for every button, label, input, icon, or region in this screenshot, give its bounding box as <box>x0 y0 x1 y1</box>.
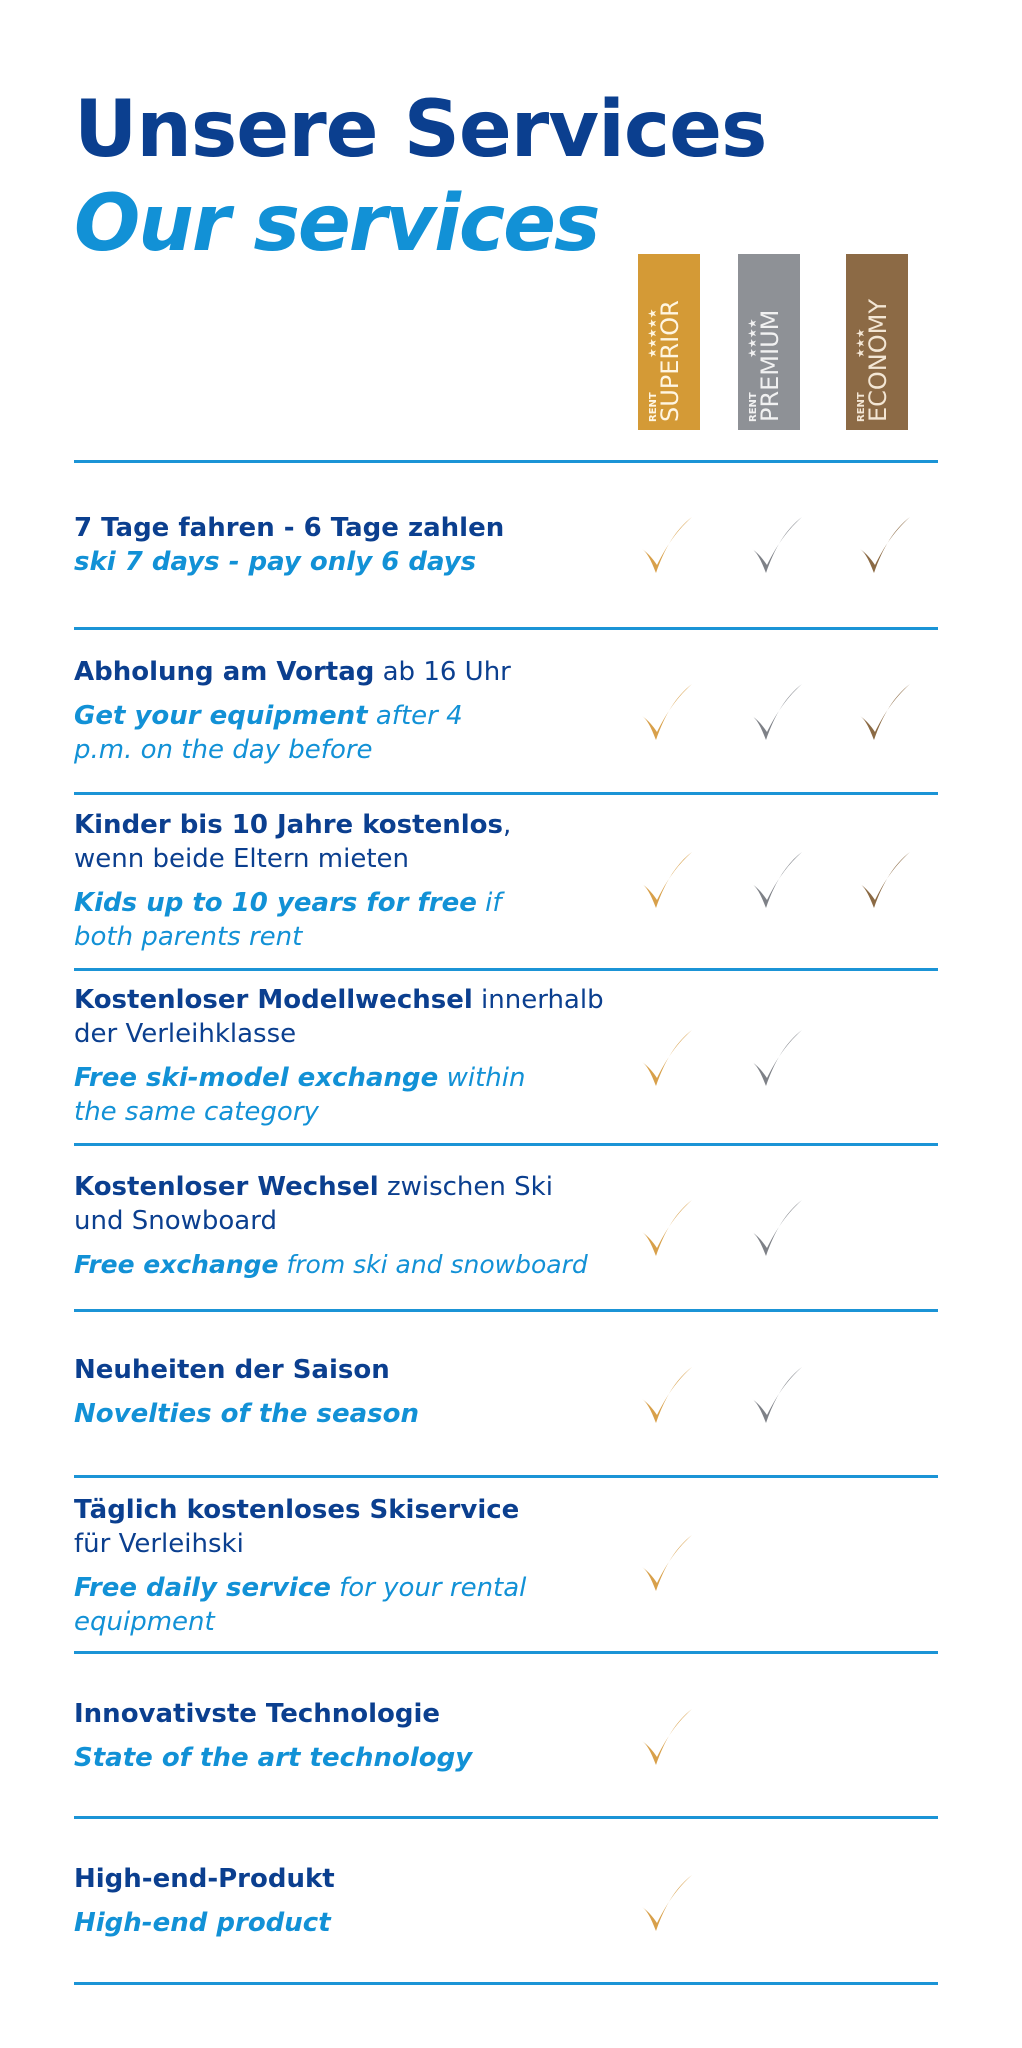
badge-superior <box>638 254 700 430</box>
badge-name: PREMIUM <box>756 309 784 422</box>
check-icon-superior <box>638 513 694 577</box>
service-title-de: 7 Tage fahren - 6 Tage zahlen <box>74 513 505 543</box>
service-title-en: Kids up to 10 years for free if both parents rent <box>74 888 502 952</box>
divider <box>74 968 938 971</box>
badge-rent-label: RENT <box>748 392 759 422</box>
check-icon-premium <box>748 1196 804 1260</box>
service-title-de: High-end-Produkt <box>74 1864 335 1894</box>
divider <box>74 792 938 795</box>
badge-rent-label: RENT <box>856 392 867 422</box>
divider <box>74 1651 938 1654</box>
badge-stars-icon: ★★★★ <box>746 318 759 358</box>
service-title-en: Free ski-model exchange within the same category <box>74 1063 526 1127</box>
page-title-english: Our services <box>74 179 599 269</box>
check-icon-premium <box>748 1026 804 1090</box>
divider <box>74 1982 938 1985</box>
service-title-de: Kinder bis 10 Jahre kostenlos, wenn beide Eltern mieten <box>74 810 512 874</box>
service-title-de: Täglich kostenloses Skiservice für Verleihski <box>74 1495 520 1559</box>
divider <box>74 1816 938 1819</box>
service-title-de: Abholung am Vortag ab 16 Uhr <box>74 657 511 687</box>
divider <box>74 1309 938 1312</box>
badge-economy <box>846 254 908 430</box>
service-title-de: Neuheiten der Saison <box>74 1355 390 1385</box>
check-icon-superior <box>638 1705 694 1769</box>
badge-stars-icon: ★★★ <box>854 328 867 358</box>
badge-rent-label: RENT <box>648 392 659 422</box>
divider <box>74 627 938 630</box>
check-icon-economy <box>856 848 912 912</box>
service-title-en: ski 7 days - pay only 6 days <box>74 547 477 577</box>
check-icon-premium <box>748 513 804 577</box>
check-icon-superior <box>638 680 694 744</box>
check-icon-premium <box>748 848 804 912</box>
service-title-en: Novelties of the season <box>74 1399 419 1429</box>
service-title-de: Kostenloser Wechsel zwischen Ski und Snowboard <box>74 1172 553 1236</box>
check-icon-superior <box>638 1026 694 1090</box>
check-icon-superior <box>638 1871 694 1935</box>
divider <box>74 1475 938 1478</box>
check-icon-superior <box>638 1531 694 1595</box>
service-title-en: Free exchange from ski and snowboard <box>74 1250 588 1279</box>
check-icon-superior <box>638 1196 694 1260</box>
service-title-en: High-end product <box>74 1908 331 1938</box>
service-title-de: Innovativste Technologie <box>74 1699 441 1729</box>
divider <box>74 460 938 463</box>
badge-stars-icon: ★★★★★ <box>646 308 659 358</box>
check-icon-economy <box>856 680 912 744</box>
service-title-en: Get your equipment after 4 p.m. on the day before <box>74 701 463 765</box>
service-title-de: Kostenloser Modellwechsel innerhalb der Verleihklasse <box>74 985 604 1049</box>
badge-name: ECONOMY <box>864 298 892 422</box>
check-icon-economy <box>856 513 912 577</box>
page-title-german: Unsere Services <box>74 85 767 175</box>
badge-premium <box>738 254 800 430</box>
check-icon-superior <box>638 1363 694 1427</box>
check-icon-superior <box>638 848 694 912</box>
badge-name: SUPERIOR <box>656 300 684 422</box>
check-icon-premium <box>748 1363 804 1427</box>
service-title-en: State of the art technology <box>74 1743 473 1773</box>
check-icon-premium <box>748 680 804 744</box>
divider <box>74 1143 938 1146</box>
service-title-en: Free daily service for your rental equipment <box>74 1573 527 1637</box>
